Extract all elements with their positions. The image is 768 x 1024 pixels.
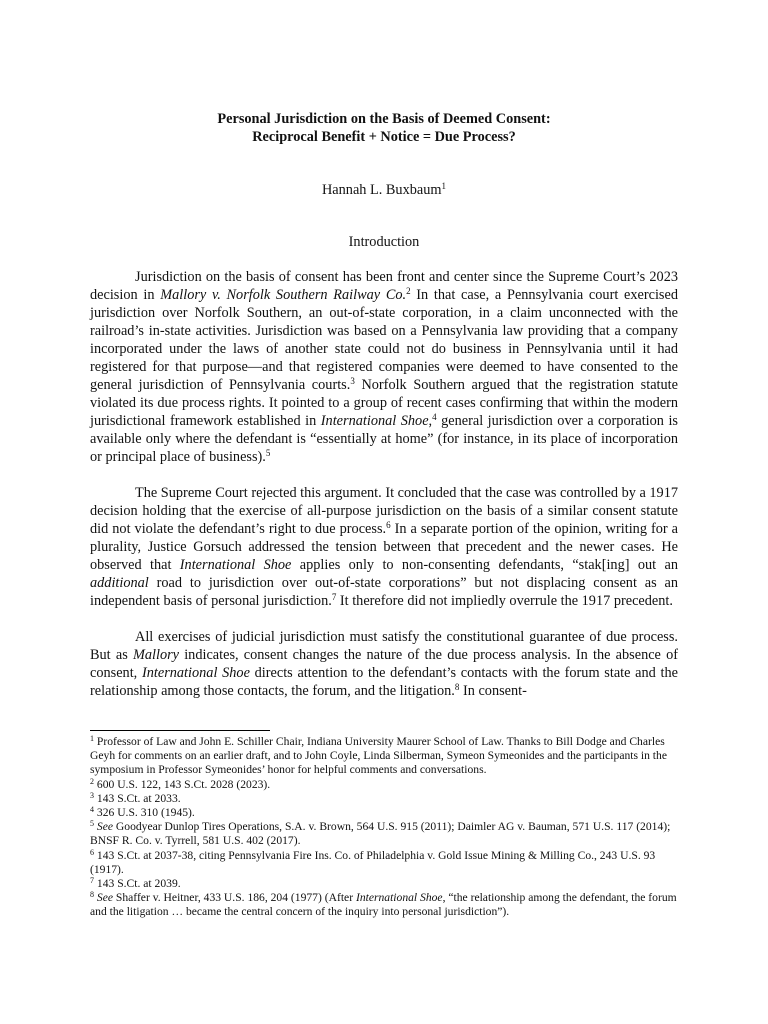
text-run: , “the relationship among the defendant, the forum and the litigation … became the central concern of the inquiry into personal jurisdiction”). bbox=[90, 891, 677, 919]
footnote bbox=[90, 806, 678, 820]
footnote-reference[interactable]: 8 bbox=[454, 682, 460, 692]
text-run: In consent- bbox=[459, 683, 527, 699]
author-footnote-mark[interactable]: 1 bbox=[441, 181, 446, 191]
body-paragraph bbox=[90, 628, 678, 700]
footnote-number: 6 bbox=[90, 847, 94, 857]
footnote-reference[interactable]: 7 bbox=[331, 592, 337, 602]
footnote-number: 1 bbox=[90, 734, 94, 743]
text-run: It therefore did not impliedly overrule the 1917 precedent. bbox=[336, 593, 673, 609]
text-run: Norfolk Southern argued that the registration statute violated its due process rights. It pointed to a group of recent cases confirming that within the modern jurisdictional framework established in bbox=[90, 377, 678, 429]
footnote bbox=[90, 877, 678, 891]
text-run: , bbox=[428, 413, 433, 429]
text-run: Shaffer v. Heitner, 433 U.S. 186, 204 (1977) (After bbox=[113, 891, 356, 905]
italic-text: See bbox=[96, 820, 113, 834]
footnote-number: 4 bbox=[90, 805, 94, 815]
footnote-number: 7 bbox=[90, 876, 94, 886]
text-run: Jurisdiction on the basis of consent has been front and center since the Supreme Court’s 2023 decision in bbox=[90, 269, 678, 303]
footnote-reference[interactable]: 6 bbox=[386, 520, 391, 530]
text-run: road to jurisdiction over out-of-state corporations” but not displacing consent as an independent basis of personal jurisdiction. bbox=[90, 575, 678, 609]
italic-text: additional bbox=[90, 575, 149, 591]
text-run: general jurisdiction over a corporation is available only where the defendant is “essentially at home” (for instance, in its place of incorporation or principal place of business). bbox=[90, 413, 678, 465]
title-line-1: Personal Jurisdiction on the Basis of Deemed Consent: bbox=[217, 111, 551, 127]
paper-title bbox=[90, 110, 678, 146]
text-run: All exercises of judicial jurisdiction must satisfy the constitutional guarantee of due process. But as bbox=[90, 629, 678, 663]
footnote bbox=[90, 792, 678, 806]
footnotes bbox=[90, 735, 678, 920]
body-text bbox=[90, 268, 678, 718]
text-run: directs attention to the defendant’s contacts with the forum state and the relationship among those contacts, the forum, and the litigation. bbox=[90, 665, 678, 699]
text-run: 326 U.S. 310 (1945). bbox=[94, 806, 195, 820]
footnote-separator bbox=[90, 730, 270, 731]
footnote-number: 5 bbox=[90, 819, 94, 829]
footnote bbox=[90, 891, 678, 919]
italic-text: International Shoe bbox=[141, 665, 250, 681]
text-run: Professor of Law and John E. Schiller Chair, Indiana University Maurer School of Law. Thanks to Bill Dodge and Charles Geyh for comments on an earlier draft, and to John Coyle, Linda Silberman, Symeon Symeonides and the participants in the symposium in Professor Symeonides’ honor for helpful comments and conversations. bbox=[90, 735, 667, 777]
footnote-reference[interactable]: 5 bbox=[265, 448, 271, 458]
text-run: 143 S.Ct. at 2037-38, citing Pennsylvania Fire Ins. Co. of Philadelphia v. Gold Issue Mining & Milling Co., 243 U.S. 93 (1917). bbox=[90, 848, 656, 876]
italic-text: See bbox=[96, 891, 113, 905]
text-run: 143 S.Ct. at 2033. bbox=[94, 791, 181, 805]
section-heading: Introduction bbox=[348, 234, 420, 250]
text-run: indicates, consent changes the nature of the due process analysis. In the absence of consent, bbox=[90, 647, 679, 681]
text-run: Goodyear Dunlop Tires Operations, S.A. v. Brown, 564 U.S. 915 (2011); Daimler AG v. Bauman, 571 U.S. 117 (2014); BNSF R. Co. v. Tyrrell, 581 U.S. 402 (2017). bbox=[90, 820, 671, 848]
author-name: Hannah L. Buxbaum bbox=[321, 182, 442, 198]
author-line bbox=[90, 182, 678, 199]
text-run: In that case, a Pennsylvania court exercised jurisdiction over Norfolk Southern, an out-of-state corporation, in a claim unconnected with the railroad’s in-state activities. Jurisdiction was based on a Pennsylvania law providing that a company incorporated under the laws of another state could not do business in Pennsylvania until it had registered for that purpose—and that registered companies were deemed to have consented to the general jurisdiction of Pennsylvania courts. bbox=[90, 287, 678, 393]
footnote-reference[interactable]: 4 bbox=[432, 412, 437, 422]
body-paragraph bbox=[90, 268, 678, 466]
footnote bbox=[90, 849, 678, 877]
italic-text: Mallory bbox=[132, 647, 180, 663]
italic-text: International Shoe bbox=[320, 413, 429, 429]
body-paragraph bbox=[90, 484, 678, 610]
italic-text: International Shoe bbox=[355, 891, 443, 905]
title-line-2: Reciprocal Benefit + Notice = Due Process? bbox=[252, 129, 516, 145]
footnote-number: 3 bbox=[90, 790, 94, 800]
footnote-number: 2 bbox=[90, 776, 94, 786]
italic-text: Mallory v. Norfolk Southern Railway Co. bbox=[160, 287, 407, 303]
text-run: 143 S.Ct. at 2039. bbox=[94, 877, 181, 891]
footnote bbox=[90, 778, 678, 792]
text-run: 600 U.S. 122, 143 S.Ct. 2028 (2023). bbox=[94, 777, 271, 791]
text-run: The Supreme Court rejected this argument. It concluded that the case was controlled by a 1917 decision holding that the exercise of all-purpose jurisdiction on the basis of a similar consent statute did not violate the defendant’s right to due process. bbox=[90, 485, 678, 537]
footnote-reference[interactable]: 3 bbox=[350, 376, 355, 386]
text-run: applies only to non-consenting defendants, “stak[ing] out an bbox=[291, 557, 678, 573]
text-run: In a separate portion of the opinion, writing for a plurality, Justice Gorsuch addressed the tension between that precedent and the newer cases. He observed that bbox=[90, 521, 679, 573]
footnote bbox=[90, 820, 678, 848]
footnote-number: 8 bbox=[90, 890, 94, 900]
footnote bbox=[90, 735, 678, 778]
footnote-reference[interactable]: 2 bbox=[406, 286, 411, 296]
italic-text: International Shoe bbox=[179, 557, 292, 573]
